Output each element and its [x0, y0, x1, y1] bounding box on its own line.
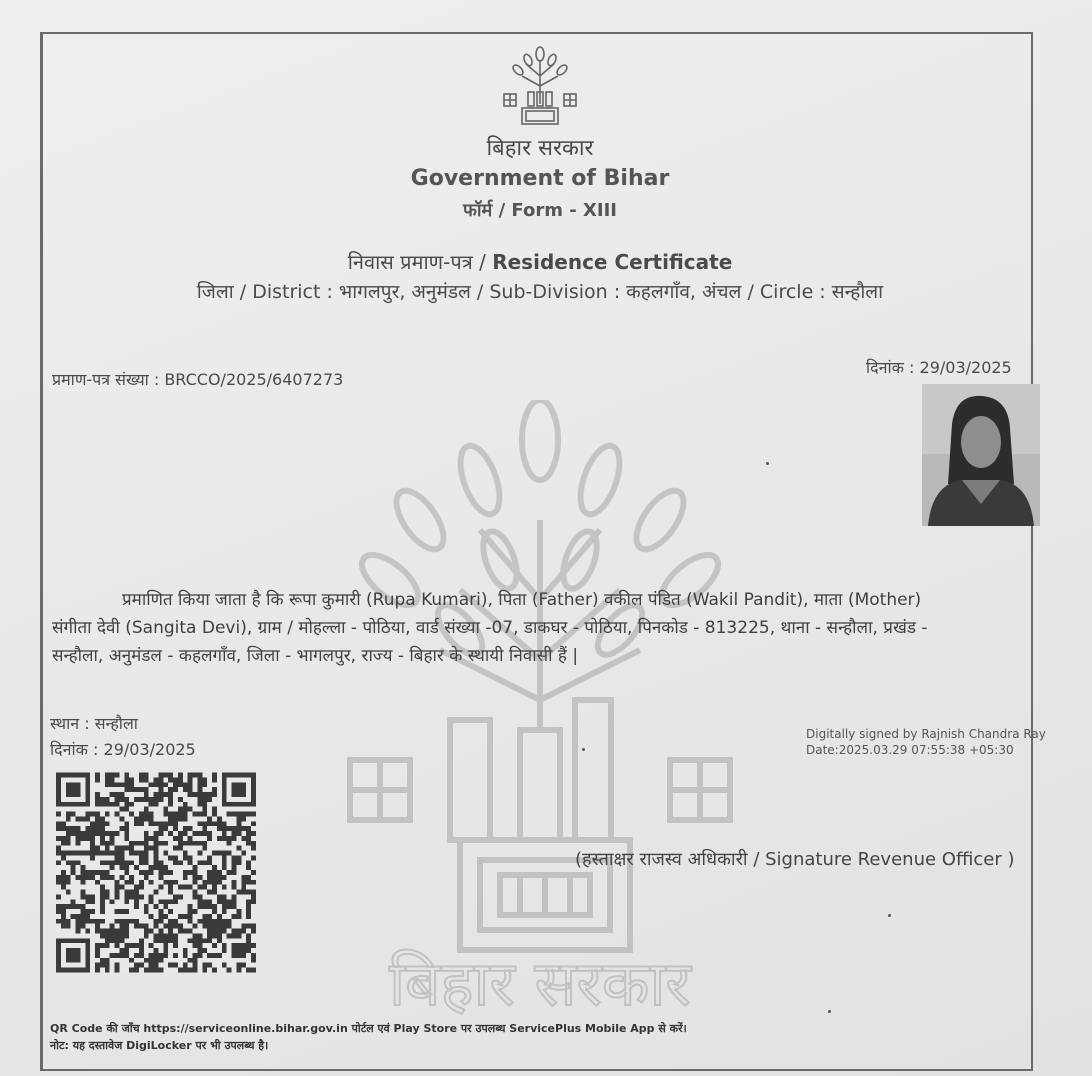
- gov-title-hindi: बिहार सरकार: [486, 136, 594, 161]
- digital-signature-signer: Digitally signed by Rajnish Chandra Ray: [806, 727, 1046, 741]
- footer-qr-note: QR Code की जाँच https://serviceonline.bihar.gov.in पोर्टल एवं Play Store पर उपलब्ध ServicePlus Mobile App से करें।: [50, 1022, 687, 1035]
- form-number: फॉर्म / Form - XIII: [463, 200, 617, 221]
- location-line: जिला / District : भागलपुर, अनुमंडल / Sub-Division : कहलगाँव, अंचल / Circle : सन्हौला: [196, 281, 884, 303]
- bihar-emblem-icon: [498, 46, 582, 130]
- speck: [828, 1010, 831, 1013]
- applicant-photo: [922, 384, 1040, 526]
- certificate-title-hindi: निवास प्रमाण-पत्र /: [347, 250, 493, 274]
- signature-label: (हस्ताक्षर राजस्व अधिकारी / Signature Revenue Officer ): [575, 849, 1015, 870]
- gov-title-english: Government of Bihar: [410, 166, 670, 191]
- issue-date: दिनांक : 29/03/2025: [50, 740, 196, 759]
- speck: [766, 462, 769, 465]
- certificate-number: प्रमाण-पत्र संख्या : BRCCO/2025/6407273: [52, 370, 344, 389]
- speck: [888, 914, 891, 917]
- bihar-emblem-watermark: [330, 400, 750, 1020]
- certificate-title-english: Residence Certificate: [492, 250, 733, 274]
- footer: [50, 1020, 687, 1054]
- issue-place: स्थान : सन्हौला: [50, 714, 138, 733]
- digital-signature: [806, 726, 1046, 758]
- speck: [582, 748, 585, 751]
- body-line-2: संगीता देवी (Sangita Devi), ग्राम / मोहल्ला - पोठिया, वार्ड संख्या -07, डाकघर - पोठिया, पिनकोड - 813225, थाना - सन्हौला, प्रखंड -: [52, 618, 928, 638]
- certificate-date: दिनांक : 29/03/2025: [866, 358, 1012, 377]
- watermark-text: बिहार सरकार: [389, 947, 691, 1020]
- qr-code[interactable]: [56, 770, 256, 975]
- certificate-title: [40, 248, 1040, 275]
- body-line-3: सन्हौला, अनुमंडल - कहलगाँव, जिला - भागलपुर, राज्य - बिहार के स्थायी निवासी हैं |: [52, 646, 579, 666]
- body-line-1: प्रमाणित किया जाता है कि रूपा कुमारी (Rupa Kumari), पिता (Father) वकील पंडित (Wakil Pandit), माता (Mother): [122, 590, 922, 610]
- digital-signature-date: Date:2025.03.29 07:55:38 +05:30: [806, 743, 1014, 757]
- footer-digilocker-note: नोट: यह दस्तावेज DigiLocker पर भी उपलब्ध है।: [50, 1039, 269, 1052]
- certificate-body: [52, 586, 1036, 670]
